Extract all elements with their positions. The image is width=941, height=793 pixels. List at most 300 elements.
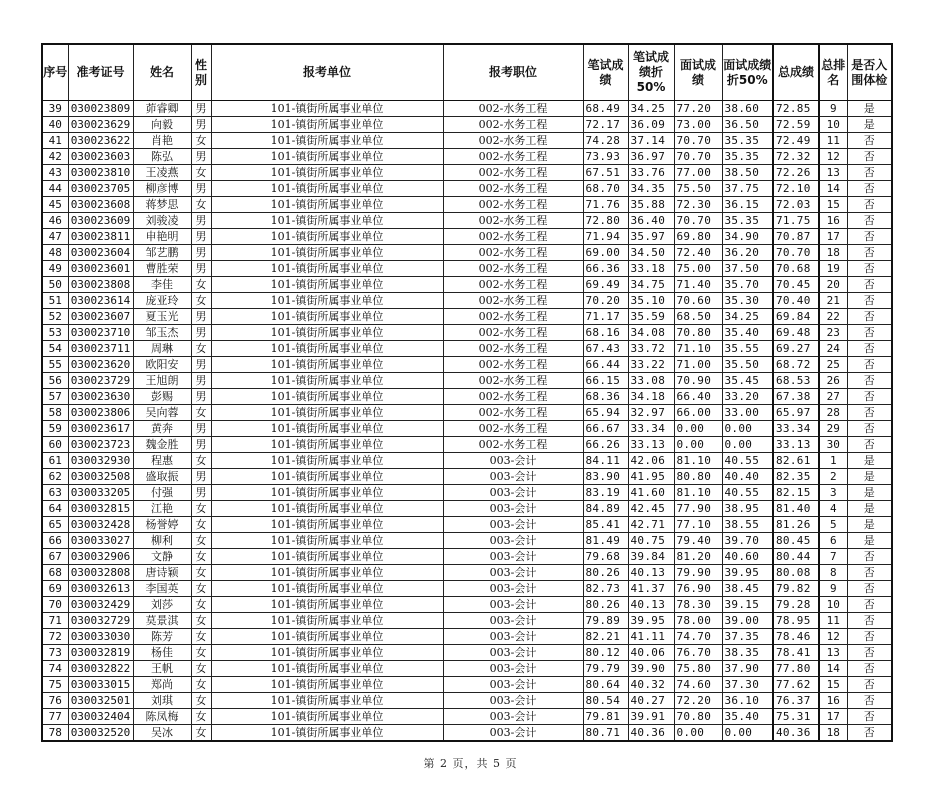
cell-written-50: 39.84 — [628, 549, 674, 565]
cell-written-50: 40.06 — [628, 645, 674, 661]
cell-written-score: 67.51 — [583, 165, 628, 181]
cell-name: 吴向蓉 — [133, 405, 191, 421]
cell-gender: 男 — [191, 437, 211, 453]
cell-exam-id: 030032808 — [68, 565, 133, 581]
cell-interview-score: 79.90 — [674, 565, 722, 581]
table-row — [42, 229, 892, 245]
cell-gender: 女 — [191, 341, 211, 357]
cell-unit: 101-镇街所属事业单位 — [211, 597, 443, 613]
cell-written-score: 84.89 — [583, 501, 628, 517]
cell-written-score: 71.17 — [583, 309, 628, 325]
cell-written-50: 34.25 — [628, 101, 674, 117]
cell-exam-id: 030032822 — [68, 661, 133, 677]
cell-exam-id: 030023810 — [68, 165, 133, 181]
cell-exam-id: 030023808 — [68, 277, 133, 293]
table-row — [42, 501, 892, 517]
cell-gender: 男 — [191, 117, 211, 133]
cell-written-score: 82.21 — [583, 629, 628, 645]
cell-total-score: 70.45 — [773, 277, 819, 293]
cell-written-score: 67.43 — [583, 341, 628, 357]
cell-interview-score: 81.10 — [674, 485, 722, 501]
cell-gender: 女 — [191, 549, 211, 565]
cell-written-50: 34.50 — [628, 245, 674, 261]
cell-written-score: 80.64 — [583, 677, 628, 693]
table-row — [42, 469, 892, 485]
cell-name: 刘琪 — [133, 693, 191, 709]
table-row — [42, 117, 892, 133]
cell-unit: 101-镇街所属事业单位 — [211, 485, 443, 501]
cell-written-50: 40.13 — [628, 597, 674, 613]
cell-total-score: 70.68 — [773, 261, 819, 277]
table-row — [42, 725, 892, 742]
cell-gender: 男 — [191, 389, 211, 405]
cell-name: 李佳 — [133, 277, 191, 293]
cell-physical-exam: 是 — [847, 117, 892, 133]
cell-unit: 101-镇街所属事业单位 — [211, 645, 443, 661]
cell-physical-exam: 否 — [847, 341, 892, 357]
cell-total-score: 72.59 — [773, 117, 819, 133]
cell-total-score: 79.28 — [773, 597, 819, 613]
table-row — [42, 437, 892, 453]
cell-seq: 70 — [42, 597, 68, 613]
cell-gender: 女 — [191, 629, 211, 645]
header-col-written-score: 笔试成绩 — [583, 44, 628, 101]
cell-name: 曹胜荣 — [133, 261, 191, 277]
header-col-name: 姓名 — [133, 44, 191, 101]
cell-rank: 28 — [819, 405, 847, 421]
cell-written-50: 42.71 — [628, 517, 674, 533]
cell-written-50: 37.14 — [628, 133, 674, 149]
cell-name: 彭赐 — [133, 389, 191, 405]
header-col-interview-50: 面试成绩折50% — [722, 44, 773, 101]
cell-position: 003-会计 — [443, 549, 583, 565]
cell-written-score: 66.26 — [583, 437, 628, 453]
cell-unit: 101-镇街所属事业单位 — [211, 357, 443, 373]
cell-total-score: 77.80 — [773, 661, 819, 677]
cell-total-score: 71.75 — [773, 213, 819, 229]
cell-exam-id: 030032428 — [68, 517, 133, 533]
cell-interview-50: 34.25 — [722, 309, 773, 325]
cell-position: 002-水务工程 — [443, 197, 583, 213]
cell-rank: 14 — [819, 181, 847, 197]
cell-unit: 101-镇街所属事业单位 — [211, 373, 443, 389]
cell-total-score: 78.95 — [773, 613, 819, 629]
cell-name: 肖艳 — [133, 133, 191, 149]
table-row — [42, 389, 892, 405]
cell-written-50: 34.08 — [628, 325, 674, 341]
cell-written-score: 65.94 — [583, 405, 628, 421]
table-row — [42, 293, 892, 309]
cell-seq: 48 — [42, 245, 68, 261]
cell-physical-exam: 是 — [847, 469, 892, 485]
results-table — [41, 43, 893, 742]
cell-interview-50: 39.70 — [722, 533, 773, 549]
cell-interview-50: 40.55 — [722, 453, 773, 469]
cell-interview-50: 40.60 — [722, 549, 773, 565]
cell-interview-50: 35.40 — [722, 709, 773, 725]
cell-written-score: 84.11 — [583, 453, 628, 469]
cell-physical-exam: 是 — [847, 101, 892, 117]
cell-interview-50: 38.60 — [722, 101, 773, 117]
cell-interview-score: 70.80 — [674, 325, 722, 341]
cell-rank: 15 — [819, 677, 847, 693]
cell-name: 文静 — [133, 549, 191, 565]
cell-unit: 101-镇街所属事业单位 — [211, 469, 443, 485]
cell-position: 003-会计 — [443, 629, 583, 645]
header-col-position: 报考职位 — [443, 44, 583, 101]
table-row — [42, 213, 892, 229]
table-row — [42, 453, 892, 469]
cell-seq: 52 — [42, 309, 68, 325]
cell-total-score: 69.48 — [773, 325, 819, 341]
cell-written-score: 66.36 — [583, 261, 628, 277]
cell-unit: 101-镇街所属事业单位 — [211, 453, 443, 469]
cell-interview-score: 74.60 — [674, 677, 722, 693]
cell-seq: 59 — [42, 421, 68, 437]
cell-interview-score: 71.40 — [674, 277, 722, 293]
cell-exam-id: 030023806 — [68, 405, 133, 421]
cell-position: 002-水务工程 — [443, 373, 583, 389]
cell-rank: 16 — [819, 693, 847, 709]
cell-total-score: 67.38 — [773, 389, 819, 405]
cell-written-score: 70.20 — [583, 293, 628, 309]
cell-interview-score: 70.60 — [674, 293, 722, 309]
cell-name: 盛取振 — [133, 469, 191, 485]
cell-rank: 11 — [819, 133, 847, 149]
header-col-rank: 总排名 — [819, 44, 847, 101]
cell-written-score: 85.41 — [583, 517, 628, 533]
header-col-interview-score: 面试成绩 — [674, 44, 722, 101]
cell-physical-exam: 否 — [847, 389, 892, 405]
cell-position: 002-水务工程 — [443, 277, 583, 293]
cell-interview-score: 70.70 — [674, 213, 722, 229]
cell-name: 柳彦博 — [133, 181, 191, 197]
cell-total-score: 81.26 — [773, 517, 819, 533]
cell-interview-score: 66.40 — [674, 389, 722, 405]
cell-interview-score: 77.20 — [674, 101, 722, 117]
cell-written-score: 80.12 — [583, 645, 628, 661]
cell-name: 江艳 — [133, 501, 191, 517]
cell-unit: 101-镇街所属事业单位 — [211, 389, 443, 405]
cell-physical-exam: 否 — [847, 293, 892, 309]
cell-total-score: 79.82 — [773, 581, 819, 597]
cell-unit: 101-镇街所属事业单位 — [211, 293, 443, 309]
cell-interview-50: 40.40 — [722, 469, 773, 485]
cell-written-50: 33.34 — [628, 421, 674, 437]
cell-total-score: 76.37 — [773, 693, 819, 709]
cell-exam-id: 030032815 — [68, 501, 133, 517]
cell-name: 吴冰 — [133, 725, 191, 742]
cell-interview-score: 66.00 — [674, 405, 722, 421]
cell-interview-score: 68.50 — [674, 309, 722, 325]
cell-seq: 47 — [42, 229, 68, 245]
cell-written-50: 33.13 — [628, 437, 674, 453]
cell-written-50: 35.59 — [628, 309, 674, 325]
cell-written-50: 36.09 — [628, 117, 674, 133]
cell-rank: 8 — [819, 565, 847, 581]
cell-interview-50: 33.20 — [722, 389, 773, 405]
cell-gender: 女 — [191, 197, 211, 213]
cell-position: 003-会计 — [443, 581, 583, 597]
cell-gender: 女 — [191, 661, 211, 677]
cell-total-score: 78.41 — [773, 645, 819, 661]
cell-exam-id: 030032729 — [68, 613, 133, 629]
cell-physical-exam: 否 — [847, 245, 892, 261]
table-row — [42, 693, 892, 709]
cell-interview-score: 81.20 — [674, 549, 722, 565]
cell-written-50: 40.27 — [628, 693, 674, 709]
cell-name: 杨佳 — [133, 645, 191, 661]
cell-position: 002-水务工程 — [443, 229, 583, 245]
cell-gender: 女 — [191, 533, 211, 549]
cell-written-50: 35.10 — [628, 293, 674, 309]
cell-position: 002-水务工程 — [443, 341, 583, 357]
cell-interview-score: 75.50 — [674, 181, 722, 197]
cell-seq: 45 — [42, 197, 68, 213]
cell-physical-exam: 否 — [847, 309, 892, 325]
table-row — [42, 261, 892, 277]
cell-seq: 58 — [42, 405, 68, 421]
cell-total-score: 70.87 — [773, 229, 819, 245]
cell-rank: 6 — [819, 533, 847, 549]
cell-interview-score: 71.10 — [674, 341, 722, 357]
table-row — [42, 357, 892, 373]
table-row — [42, 133, 892, 149]
cell-position: 003-会计 — [443, 677, 583, 693]
cell-seq: 50 — [42, 277, 68, 293]
cell-rank: 29 — [819, 421, 847, 437]
cell-exam-id: 030023604 — [68, 245, 133, 261]
cell-physical-exam: 是 — [847, 501, 892, 517]
cell-unit: 101-镇街所属事业单位 — [211, 693, 443, 709]
cell-written-50: 32.97 — [628, 405, 674, 421]
cell-unit: 101-镇街所属事业单位 — [211, 549, 443, 565]
cell-written-score: 68.36 — [583, 389, 628, 405]
header-col-unit: 报考单位 — [211, 44, 443, 101]
cell-interview-50: 39.00 — [722, 613, 773, 629]
cell-rank: 26 — [819, 373, 847, 389]
cell-written-50: 35.88 — [628, 197, 674, 213]
cell-exam-id: 030032508 — [68, 469, 133, 485]
cell-exam-id: 030033030 — [68, 629, 133, 645]
cell-rank: 2 — [819, 469, 847, 485]
cell-position: 002-水务工程 — [443, 213, 583, 229]
cell-physical-exam: 否 — [847, 197, 892, 213]
cell-position: 003-会计 — [443, 661, 583, 677]
table-row — [42, 645, 892, 661]
cell-interview-score: 81.10 — [674, 453, 722, 469]
cell-physical-exam: 否 — [847, 373, 892, 389]
cell-name: 夏玉光 — [133, 309, 191, 325]
cell-seq: 71 — [42, 613, 68, 629]
table-row — [42, 165, 892, 181]
cell-exam-id: 030032501 — [68, 693, 133, 709]
table-row — [42, 421, 892, 437]
header-col-exam-id: 准考证号 — [68, 44, 133, 101]
cell-interview-score: 70.70 — [674, 149, 722, 165]
table-row — [42, 613, 892, 629]
cell-interview-50: 35.55 — [722, 341, 773, 357]
cell-written-50: 33.72 — [628, 341, 674, 357]
cell-seq: 63 — [42, 485, 68, 501]
cell-interview-score: 0.00 — [674, 421, 722, 437]
cell-interview-score: 72.20 — [674, 693, 722, 709]
cell-unit: 101-镇街所属事业单位 — [211, 245, 443, 261]
cell-written-50: 40.13 — [628, 565, 674, 581]
cell-interview-score: 0.00 — [674, 725, 722, 742]
cell-physical-exam: 否 — [847, 405, 892, 421]
cell-interview-50: 35.30 — [722, 293, 773, 309]
cell-interview-score: 76.70 — [674, 645, 722, 661]
cell-interview-50: 34.90 — [722, 229, 773, 245]
cell-exam-id: 030023705 — [68, 181, 133, 197]
header-col-physical-exam: 是否入围体检 — [847, 44, 892, 101]
cell-interview-50: 37.30 — [722, 677, 773, 693]
cell-gender: 男 — [191, 213, 211, 229]
cell-unit: 101-镇街所属事业单位 — [211, 101, 443, 117]
cell-interview-50: 39.95 — [722, 565, 773, 581]
cell-interview-50: 35.45 — [722, 373, 773, 389]
cell-rank: 12 — [819, 149, 847, 165]
cell-written-50: 41.60 — [628, 485, 674, 501]
cell-written-score: 81.49 — [583, 533, 628, 549]
cell-unit: 101-镇街所属事业单位 — [211, 501, 443, 517]
cell-total-score: 68.53 — [773, 373, 819, 389]
page-footer: 第 2 页，共 5 页 — [423, 757, 518, 770]
cell-written-score: 69.49 — [583, 277, 628, 293]
cell-physical-exam: 否 — [847, 421, 892, 437]
cell-interview-score: 78.00 — [674, 613, 722, 629]
cell-exam-id: 030033027 — [68, 533, 133, 549]
cell-unit: 101-镇街所属事业单位 — [211, 517, 443, 533]
table-row — [42, 405, 892, 421]
cell-physical-exam: 否 — [847, 597, 892, 613]
cell-exam-id: 030023607 — [68, 309, 133, 325]
cell-rank: 10 — [819, 117, 847, 133]
cell-total-score: 72.10 — [773, 181, 819, 197]
cell-rank: 16 — [819, 213, 847, 229]
table-row — [42, 309, 892, 325]
cell-name: 柳利 — [133, 533, 191, 549]
cell-seq: 75 — [42, 677, 68, 693]
cell-gender: 女 — [191, 725, 211, 742]
cell-written-score: 68.16 — [583, 325, 628, 341]
cell-written-score: 79.89 — [583, 613, 628, 629]
cell-interview-score: 72.40 — [674, 245, 722, 261]
cell-position: 002-水务工程 — [443, 357, 583, 373]
cell-physical-exam: 否 — [847, 613, 892, 629]
cell-total-score: 80.44 — [773, 549, 819, 565]
cell-seq: 64 — [42, 501, 68, 517]
header-row — [42, 44, 892, 101]
cell-seq: 61 — [42, 453, 68, 469]
cell-rank: 3 — [819, 485, 847, 501]
cell-gender: 男 — [191, 309, 211, 325]
cell-total-score: 80.45 — [773, 533, 819, 549]
cell-gender: 女 — [191, 709, 211, 725]
cell-unit: 101-镇街所属事业单位 — [211, 341, 443, 357]
cell-gender: 男 — [191, 181, 211, 197]
cell-written-50: 40.75 — [628, 533, 674, 549]
header-col-written-50: 笔试成绩折50% — [628, 44, 674, 101]
cell-gender: 女 — [191, 677, 211, 693]
cell-exam-id: 030023723 — [68, 437, 133, 453]
cell-rank: 19 — [819, 261, 847, 277]
cell-unit: 101-镇街所属事业单位 — [211, 421, 443, 437]
cell-seq: 56 — [42, 373, 68, 389]
cell-exam-id: 030023729 — [68, 373, 133, 389]
cell-total-score: 82.35 — [773, 469, 819, 485]
cell-written-score: 80.71 — [583, 725, 628, 742]
cell-exam-id: 030032819 — [68, 645, 133, 661]
cell-position: 002-水务工程 — [443, 245, 583, 261]
cell-written-score: 71.76 — [583, 197, 628, 213]
table-row — [42, 677, 892, 693]
cell-total-score: 40.36 — [773, 725, 819, 742]
cell-seq: 43 — [42, 165, 68, 181]
header-col-gender: 性别 — [191, 44, 211, 101]
cell-physical-exam: 是 — [847, 453, 892, 469]
table-row — [42, 149, 892, 165]
cell-gender: 男 — [191, 229, 211, 245]
cell-physical-exam: 否 — [847, 149, 892, 165]
cell-name: 陈芳 — [133, 629, 191, 645]
cell-gender: 女 — [191, 645, 211, 661]
cell-interview-50: 36.20 — [722, 245, 773, 261]
cell-written-score: 66.44 — [583, 357, 628, 373]
cell-interview-score: 74.70 — [674, 629, 722, 645]
cell-physical-exam: 否 — [847, 645, 892, 661]
cell-gender: 男 — [191, 325, 211, 341]
cell-seq: 49 — [42, 261, 68, 277]
cell-seq: 74 — [42, 661, 68, 677]
cell-total-score: 78.46 — [773, 629, 819, 645]
cell-physical-exam: 否 — [847, 357, 892, 373]
cell-interview-50: 39.15 — [722, 597, 773, 613]
cell-total-score: 70.40 — [773, 293, 819, 309]
cell-written-50: 41.37 — [628, 581, 674, 597]
table-row — [42, 597, 892, 613]
cell-gender: 男 — [191, 149, 211, 165]
cell-total-score: 70.70 — [773, 245, 819, 261]
cell-interview-50: 0.00 — [722, 437, 773, 453]
cell-name: 申艳明 — [133, 229, 191, 245]
cell-written-score: 79.81 — [583, 709, 628, 725]
table-row — [42, 581, 892, 597]
cell-physical-exam: 否 — [847, 181, 892, 197]
cell-exam-id: 030032520 — [68, 725, 133, 742]
cell-written-score: 68.70 — [583, 181, 628, 197]
cell-interview-score: 70.70 — [674, 133, 722, 149]
cell-interview-score: 0.00 — [674, 437, 722, 453]
cell-name: 魏金胜 — [133, 437, 191, 453]
cell-physical-exam: 否 — [847, 581, 892, 597]
cell-rank: 22 — [819, 309, 847, 325]
cell-interview-50: 38.95 — [722, 501, 773, 517]
cell-written-score: 72.80 — [583, 213, 628, 229]
cell-written-score: 69.00 — [583, 245, 628, 261]
table-row — [42, 197, 892, 213]
cell-position: 002-水务工程 — [443, 149, 583, 165]
table-row — [42, 629, 892, 645]
cell-exam-id: 030023630 — [68, 389, 133, 405]
cell-total-score: 69.84 — [773, 309, 819, 325]
cell-name: 刘骏凌 — [133, 213, 191, 229]
cell-written-50: 40.32 — [628, 677, 674, 693]
cell-interview-50: 35.35 — [722, 213, 773, 229]
cell-rank: 17 — [819, 229, 847, 245]
cell-interview-50: 0.00 — [722, 725, 773, 742]
